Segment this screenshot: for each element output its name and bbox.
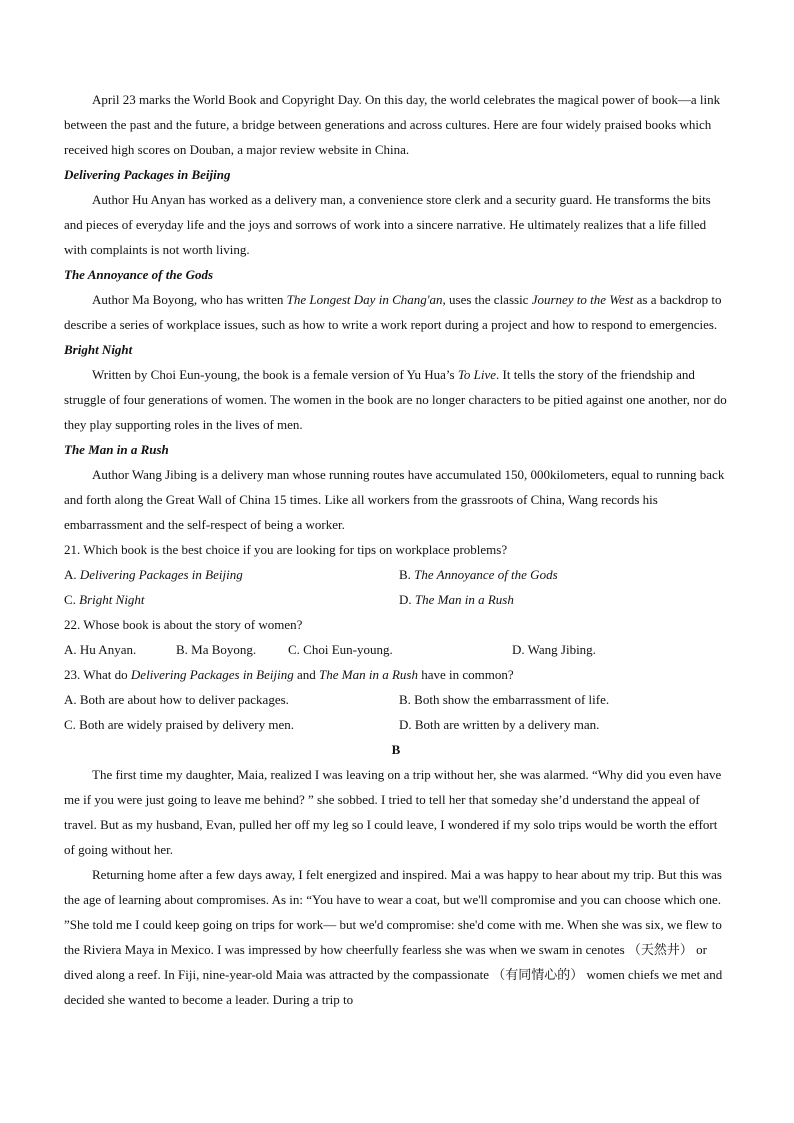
question-21-options-row-1 [64, 562, 728, 587]
text-segment: have in common? [417, 667, 514, 682]
option-23-d: D. Both are written by a delivery man. [399, 717, 600, 732]
option-22-a: A. Hu Anyan. [64, 642, 137, 657]
book-title-4: The Man in a Rush [64, 442, 169, 457]
option-letter: C. [64, 592, 80, 607]
option-text: Delivering Packages in Beijing [79, 567, 243, 582]
book-description-2 [64, 287, 728, 337]
option-letter: B. [399, 567, 415, 582]
passage-b-paragraph-1: The first time my daughter, Maia, realized I was leaving on a trip without her, she was alarmed. “Why did you even have me if you were just going to leave me behind? ” she sobbed. I tried to tell her that someday she’d understand the appeal of travel. But as my husband, Evan, pulled her off my leg so I could leave, I wondered if my solo trips would be worth the effort of going without her. [64, 767, 722, 857]
section-b-heading: B [391, 742, 401, 757]
intro-paragraph: April 23 marks the World Book and Copyright Day. On this day, the world celebrates the magical power of book—a link between the past and the future, a bridge between generations and across cultures. Here are four widely praised books which received high scores on Douban, a major review website in China. [64, 92, 721, 157]
italic-title: The Longest Day in Chang'an [286, 292, 443, 307]
document-page [64, 87, 728, 1012]
question-23-options-row-1 [64, 687, 728, 712]
italic-title: Journey to the West [531, 292, 634, 307]
option-23-c: C. Both are widely praised by delivery men. [64, 717, 294, 732]
italic-title: The Man in a Rush [319, 667, 418, 682]
question-21-stem: 21. Which book is the best choice if you are looking for tips on workplace problems? [64, 542, 508, 557]
option-22-c: C. Choi Eun-young. [288, 642, 393, 657]
option-23-b: B. Both show the embarrassment of life. [399, 692, 610, 707]
option-21-a [64, 562, 399, 587]
book-description-4: Author Wang Jibing is a delivery man whose running routes have accumulated 150, 000kilometers, equal to running back and forth along the Great Wall of China 15 times. Like all workers from the grassroots of China, Wang records his embarrassment and the self-respect of being a worker. [64, 467, 725, 532]
option-text: The Annoyance of the Gods [414, 567, 558, 582]
option-text: The Man in a Rush [414, 592, 514, 607]
option-letter: D. [399, 592, 415, 607]
book-title-2: The Annoyance of the Gods [64, 267, 214, 282]
question-22-options [64, 637, 728, 662]
question-22-stem: 22. Whose book is about the story of women? [64, 617, 303, 632]
option-21-d [399, 587, 514, 612]
italic-title: Delivering Packages in Beijing [130, 667, 294, 682]
text-segment: as a backdrop to describe a series of workplace issues, such as how to write a work report during a project and how to respond to emergencies. [64, 292, 722, 332]
text-segment: Written by Choi Eun-young, the book is a female version of Yu Hua’s [92, 367, 458, 382]
text-segment: . It tells the story of the friendship and struggle of four generations of women. The women in the book are no longer characters to be pitied against one another, nor do they play supporting roles in the lives of men. [64, 367, 727, 432]
book-title-1: Delivering Packages in Beijing [64, 167, 231, 182]
option-22-b: B. Ma Boyong. [176, 642, 257, 657]
option-letter: A. [64, 567, 80, 582]
book-description-1: Author Hu Anyan has worked as a delivery man, a convenience store clerk and a security guard. He transforms the bits and pieces of everyday life and the joys and sorrows of work into a sincere narrative. He ultimately realizes that a life filled with complaints is not worth living. [64, 192, 711, 257]
text-segment: , uses the classic [442, 292, 532, 307]
italic-title: To Live [457, 367, 496, 382]
text-segment: 23. What do [64, 667, 131, 682]
text-segment: and [293, 667, 320, 682]
question-21-options-row-2 [64, 587, 728, 612]
passage-b-paragraph-2: Returning home after a few days away, I felt energized and inspired. Mai a was happy to hear about my trip. But this was the age of learning about compromises. As in: “You have to wear a coat, but we'll compromise and you can choose which one. ”She told me I could keep going on trips for work— but we'd compromise: she'd come with me. When she was six, we flew to the Riviera Maya in Mexico. I was impressed by how cheerfully fearless she was when we swam in cenotes （天然井） or dived along a reef. In Fiji, nine-year-old Maia was attracted by the compassionate （有同情心的） women chiefs we met and decided she wanted to become a leader. During a trip to [64, 867, 723, 1007]
book-title-3: Bright Night [64, 342, 133, 357]
option-21-b [399, 562, 558, 587]
option-text: Bright Night [79, 592, 145, 607]
option-23-a: A. Both are about how to deliver packages. [64, 692, 289, 707]
option-22-d: D. Wang Jibing. [512, 642, 596, 657]
question-23-stem [64, 662, 728, 687]
book-description-3 [64, 362, 728, 437]
text-segment: Author Ma Boyong, who has written [92, 292, 287, 307]
question-23-options-row-2 [64, 712, 728, 737]
option-21-c [64, 587, 399, 612]
